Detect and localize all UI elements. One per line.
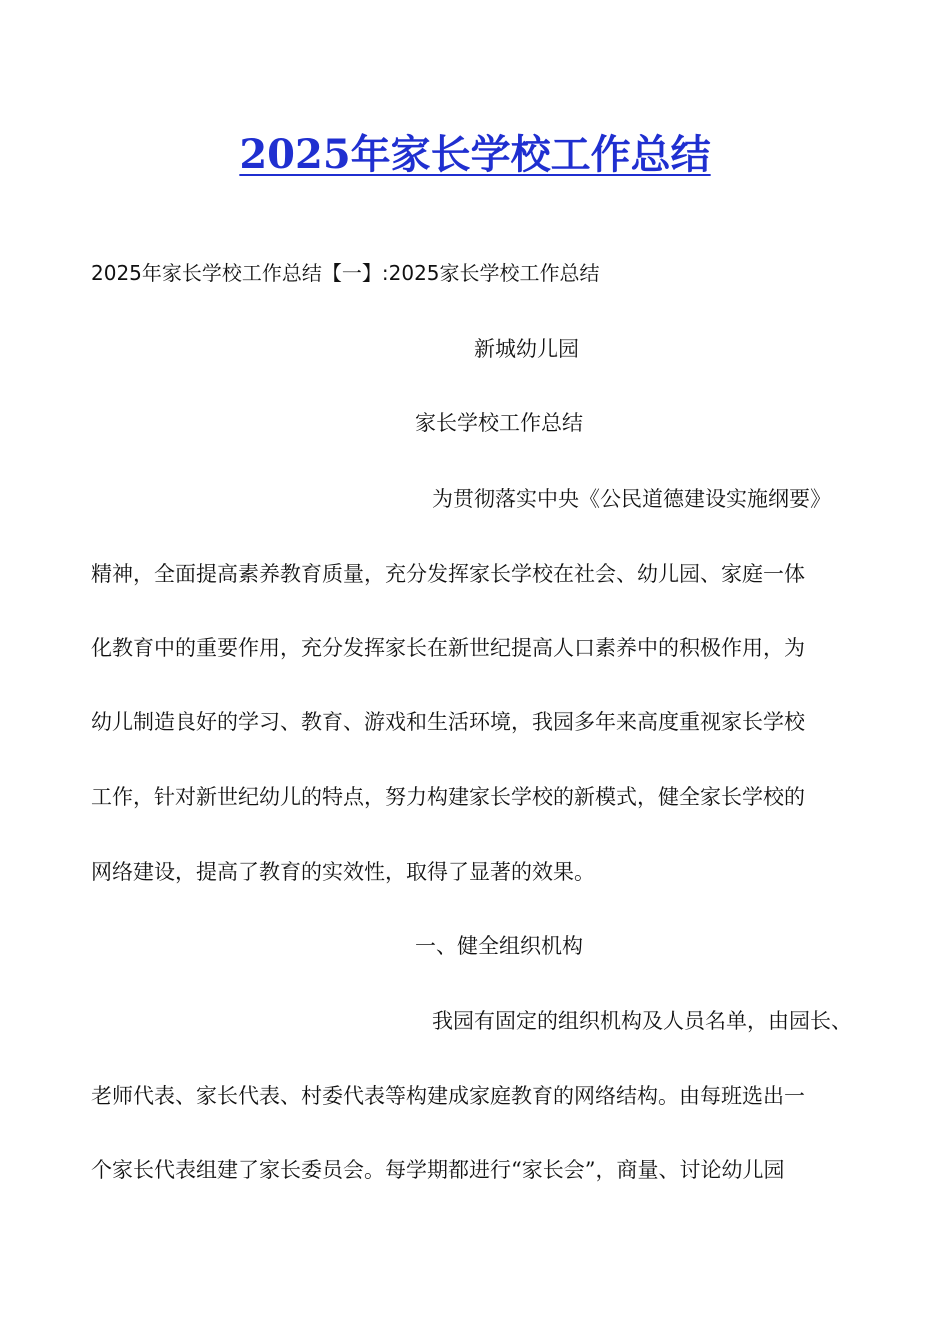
paragraph1-line-5: 工作，针对新世纪幼儿的特点，努力构建家长学校的新模式，健全家长学校的 [91,785,805,809]
paragraph1-line-6: 网络建设，提高了教育的实效性，取得了显著的效果。 [91,860,595,884]
document-title-link[interactable]: 2025年家长学校工作总结 [239,131,711,178]
school-name: 新城幼儿园 [474,337,579,361]
paragraph2-line-3: 个家长代表组建了家长委员会。每学期都进行“家长会”，商量、讨论幼儿园 [91,1158,785,1182]
section-heading: 家长学校工作总结 [415,411,583,435]
paragraph2-line-1: 我园有固定的组织机构及人员名单，由园长、 [432,1009,852,1033]
paragraph2-line-2: 老师代表、家长代表、村委代表等构建成家庭教育的网络结构。由每班选出一 [91,1084,805,1108]
subtitle-line: 2025年家长学校工作总结【一】:2025家长学校工作总结 [91,261,600,285]
paragraph1-line-1: 为贯彻落实中央《公民道德建设实施纲要》 [432,487,831,511]
paragraph1-line-2: 精神，全面提高素养教育质量，充分发挥家长学校在社会、幼儿园、家庭一体 [91,562,805,586]
section1-heading: 一、健全组织机构 [415,934,583,958]
paragraph1-line-3: 化教育中的重要作用，充分发挥家长在新世纪提高人口素养中的积极作用，为 [91,636,805,660]
paragraph1-line-4: 幼儿制造良好的学习、教育、游戏和生活环境，我园多年来高度重视家长学校 [91,710,805,734]
